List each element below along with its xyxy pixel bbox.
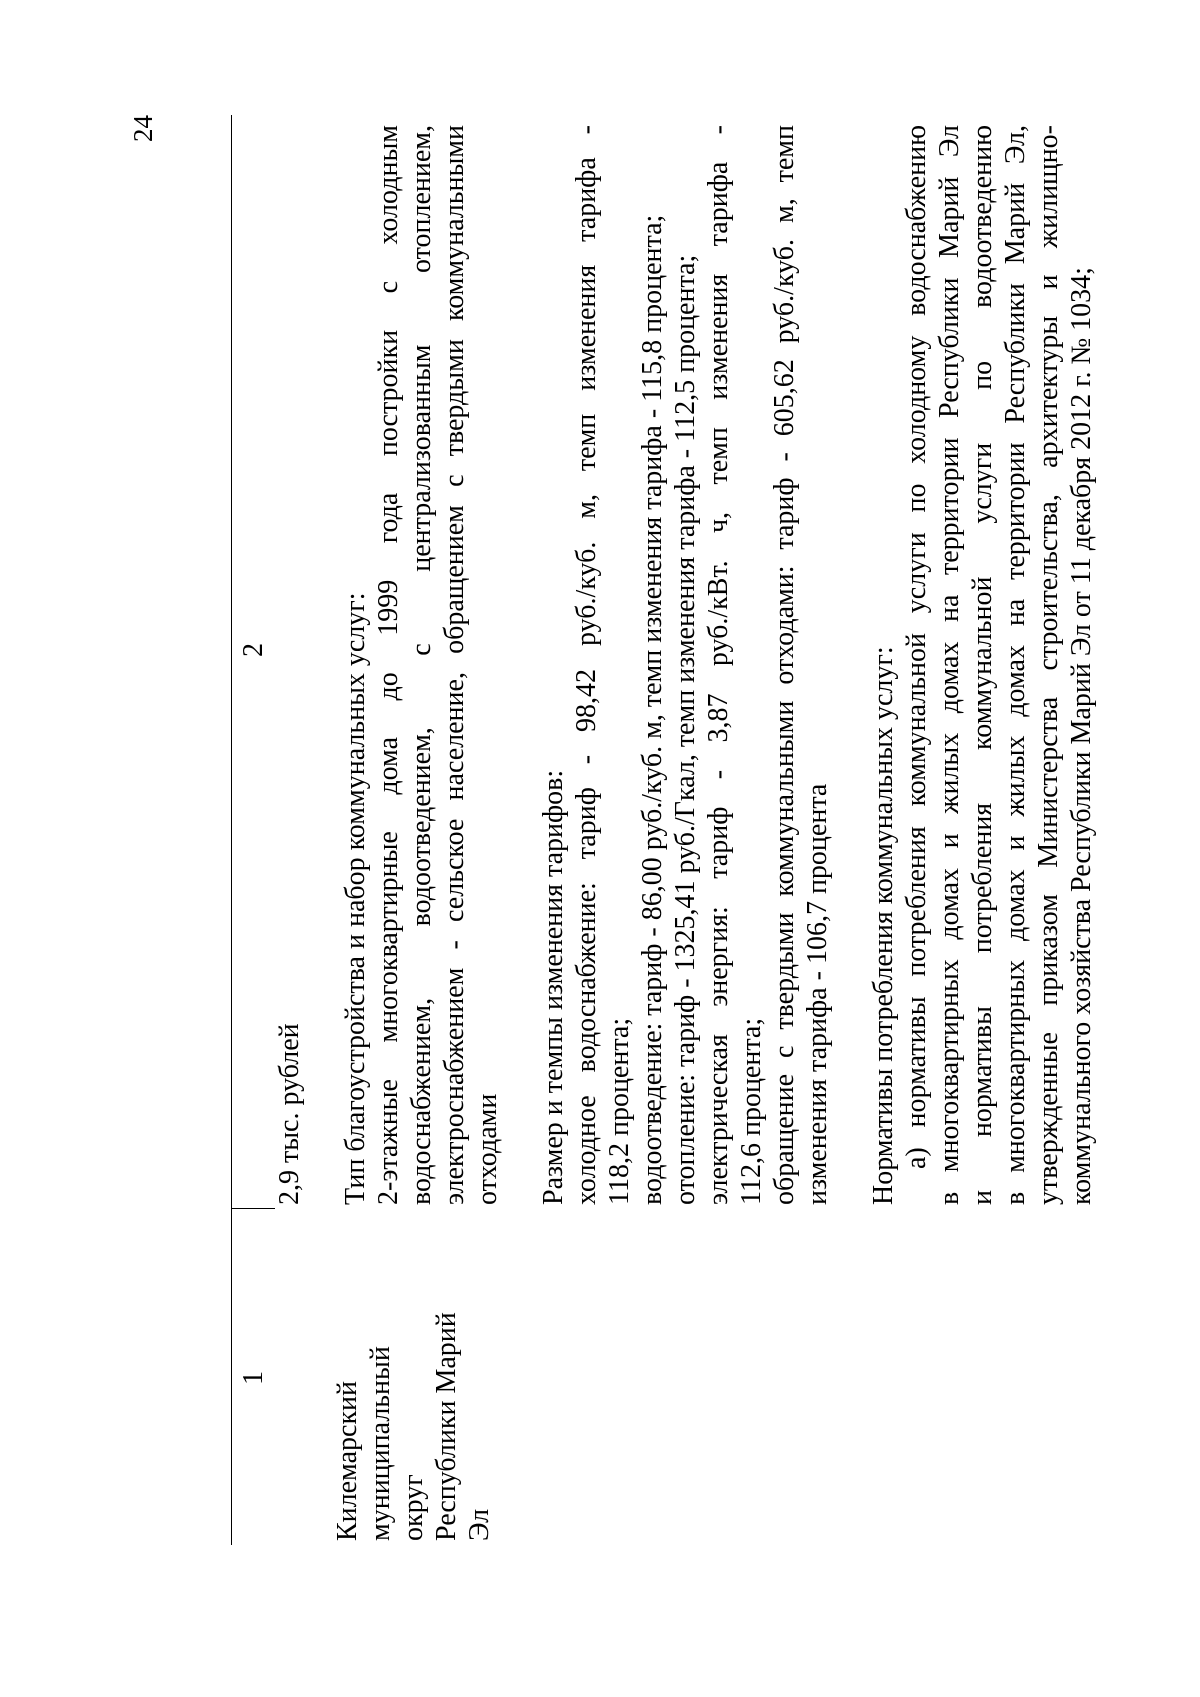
details-line: 2-этажные многоквартирные дома до 1999 года постройки с холодным — [373, 125, 404, 1205]
municipality-details-cell — [273, 125, 1131, 1205]
municipality-name-line: муниципальный округ — [365, 1346, 429, 1541]
column-header-2: 2 — [238, 643, 269, 657]
details-line: водоотведение: тариф - 86,00 руб./куб. м, темп изменения тарифа - 115,8 процента; — [637, 214, 668, 1205]
details-line: и нормативы потребления коммунальной услуги по водоотведению — [967, 125, 998, 1205]
details-paragraph — [867, 125, 1098, 1205]
table-top-border — [231, 115, 232, 1545]
details-paragraph — [537, 125, 834, 1205]
details-line: 112,6 процента; — [736, 1017, 767, 1205]
rotated-page-content — [128, 115, 1097, 1545]
page-number: 24 — [128, 115, 158, 142]
details-line: Тип благоустройства и набор коммунальных услуг: — [340, 592, 371, 1205]
details-line: коммунального хозяйства Республики Марий Эл от 11 декабря 2012 г. № 1034; — [1066, 267, 1097, 1205]
details-line: Размер и темпы изменения тарифов: — [538, 769, 569, 1205]
details-paragraph — [339, 125, 504, 1205]
details-line: утвержденные приказом Министерства строительства, архитектуры и жилищно- — [1033, 125, 1064, 1205]
column-header-1: 1 — [238, 1371, 269, 1385]
municipality-name-line: Килемарский — [332, 1380, 363, 1541]
details-line: электрическая энергия: тариф - 3,87 руб./кВт. ч, темп изменения тарифа - — [703, 125, 734, 1205]
details-line: в многоквартирных домах и жилых домах на территории Республики Марий Эл — [934, 125, 965, 1205]
details-line: холодное водоснабжение: тариф - 98,42 руб./куб. м, темп изменения тарифа - — [571, 125, 602, 1205]
details-line: обращение с твердыми коммунальными отходами: тариф - 605,62 руб./куб. м, темп — [769, 125, 800, 1205]
details-line: 2,9 тыс. рублей — [274, 1023, 305, 1205]
details-line: в многоквартирных домах и жилых домах на территории Республики Марий Эл, — [1000, 125, 1031, 1205]
municipality-name-line: Республики Марий Эл — [431, 1312, 495, 1541]
details-line: изменения тарифа - 106,7 процента — [802, 783, 833, 1205]
details-line: отопление: тариф - 1325,41 руб./Гкал, темп изменения тарифа - 112,5 процента; — [670, 254, 701, 1205]
details-line: водоснабжением, водоотведением, с централизованным отоплением, — [406, 125, 437, 1205]
details-line: Нормативы потребления коммунальных услуг: — [868, 646, 899, 1205]
municipality-name-cell — [331, 1311, 496, 1541]
details-line: электроснабжением - сельское население, обращением с твердыми коммунальными — [439, 125, 470, 1205]
details-line: 118,2 процента; — [604, 1017, 635, 1205]
details-line: а) нормативы потребления коммунальной услуги по холодному водоснабжению — [901, 125, 932, 1169]
details-line: отходами — [472, 1093, 503, 1205]
table-column-divider — [231, 1208, 275, 1209]
details-paragraph — [273, 125, 306, 1205]
